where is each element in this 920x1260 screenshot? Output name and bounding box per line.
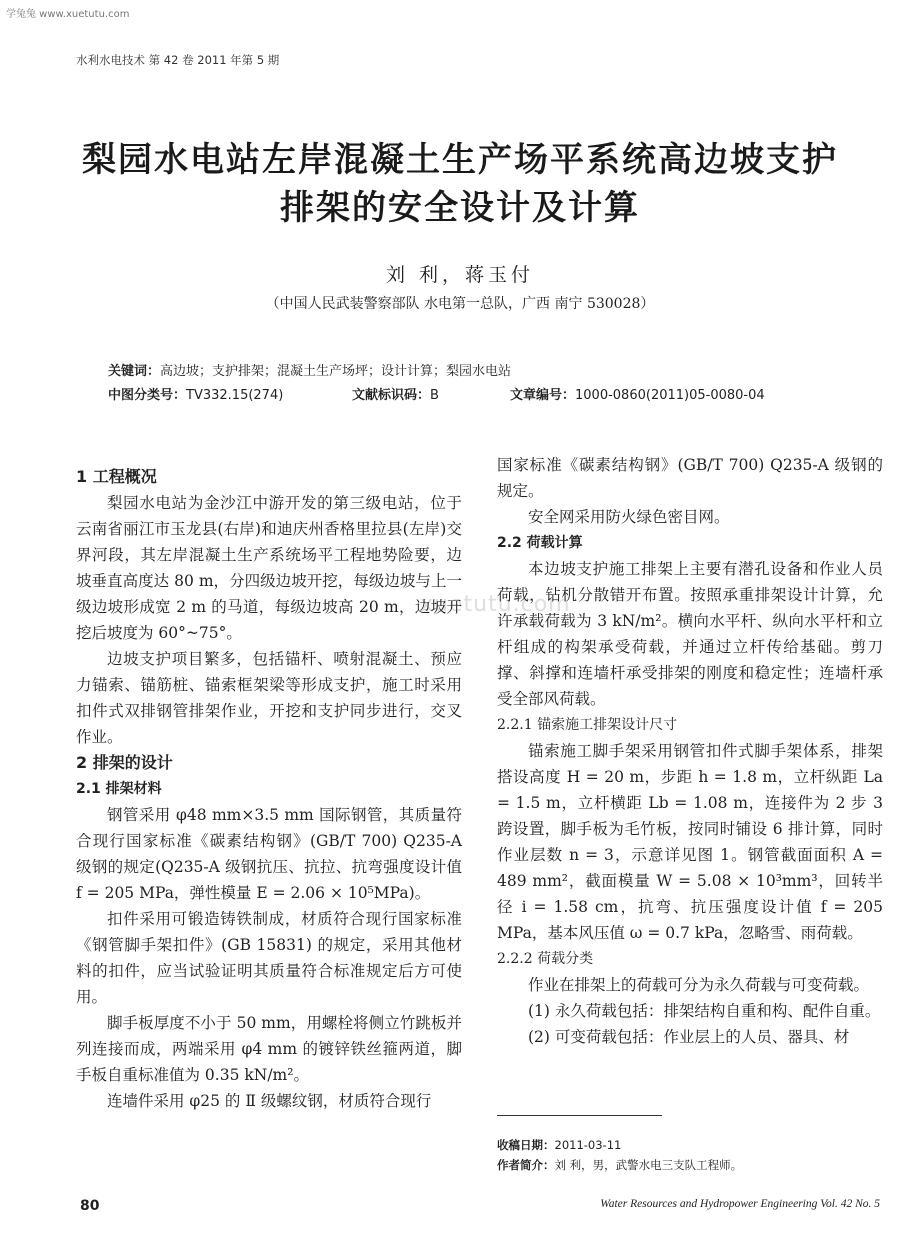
section-2-2-1-paragraph-1: 锚索施工脚手架采用钢管扣件式脚手架体系，排架搭设高度 H = 20 m，步距 h = 1.8 m，立杆纵距 La = 1.5 m，立杆横距 Lb = 1.08 m，连接件为 2 步 3 跨设置，脚手板为毛竹板，按同时铺设 6 排计算，同时作业层数 n = 3，示意详见图 1。钢管截面面积 A = 489 mm²，截面模量 W = 5.08 × 10³mm³，回转半径 i = 1.58 cm，抗弯、抗压强度设计值 f = 205 MPa，基本风压值 ω = 0.7 kPa，忽略雪、雨荷载。 [497,742,883,942]
section-2-1-paragraph-1: 钢管采用 φ48 mm×3.5 mm 国际钢管，其质量符合现行国家标准《碳素结构钢》(GB/T 700) Q235-A 级钢的规定(Q235-A 级钢抗压、抗拉、抗弯强度设计值 f = 205 MPa，弹性模量 E = 2.06 × 10⁵MPa)。 [76,806,462,902]
section-2-2-2-heading: 2.2.2 荷载分类 [497,951,594,967]
title-line-1: 梨园水电站左岸混凝土生产场平系统高边坡支护 [82,140,838,180]
title-line-2: 排架的安全设计及计算 [280,188,640,228]
section-1-paragraph-2: 边坡支护项目繁多，包括锚杆、喷射混凝土、预应力锚索、锚筋桩、锚索框架梁等形成支护，施工时采用扣件式双排钢管排架作业，开挖和支护同步进行，交叉作业。 [76,650,462,746]
section-2-heading: 2 排架的设计 [76,753,173,772]
doc-code-value: B [430,388,439,403]
section-2-1-heading: 2.1 排架材料 [76,781,162,797]
clc-row [108,384,283,403]
keywords-text: 高边坡；支护排架；混凝土生产场坪；设计计算；梨园水电站 [160,364,512,379]
section-2-2-2-paragraph-2: (1) 永久荷载包括：排架结构自重和构、配件自重。 [528,1002,881,1020]
section-2-1-paragraph-2: 扣件采用可锻造铸铁制成，材质符合现行国家标准《钢管脚手架扣件》(GB 15831) 的规定，采用其他材料的扣件，应当试验证明其质量符合标准规定后方可使用。 [76,910,462,1006]
article-no-label: 文章编号： [510,388,576,403]
received-label: 收稿日期： [497,1138,555,1152]
doc-code-row [352,384,439,403]
safety-net-paragraph: 安全网采用防火绿色密目网。 [528,508,730,526]
left-column [76,464,462,1114]
section-1-heading: 1 工程概况 [76,467,157,486]
received-date [497,1137,621,1153]
right-column [497,452,883,1050]
received-value: 2011-03-11 [554,1138,622,1152]
clc-value: TV332.15(274) [186,388,284,403]
clc-label: 中图分类号： [108,388,187,403]
continued-paragraph: 国家标准《碳素结构钢》(GB/T 700) Q235-A 级钢的规定。 [497,456,883,500]
journal-footer: Water Resources and Hydropower Engineering Vol. 42 No. 5 [600,1198,880,1210]
authors: 刘 利，蒋玉付 [385,264,535,286]
section-2-2-paragraph-1: 本边坡支护施工排架上主要有潜孔设备和作业人员荷载，钻机分散错开布置。按照承重排架设计计算，允许承载荷载为 3 kN/m²。横向水平杆、纵向水平杆和立杆组成的构架承受荷载，并通过立杆传给基础。剪刀撑、斜撑和连墙杆承受排架的刚度和稳定性；连墙杆承受全部风荷载。 [497,560,883,708]
section-2-1-paragraph-4: 连墙件采用 φ25 的 Ⅱ 级螺纹钢，材质符合现行 [107,1092,432,1110]
section-1-paragraph-1: 梨园水电站为金沙江中游开发的第三级电站，位于云南省丽江市玉龙县(右岸)和迪庆州香格里拉县(左岸)交界河段，其左岸混凝土生产系统场平工程地势险要，边坡垂直高度达 80 m，分四级边坡开挖，每级边坡与上一级边坡形成宽 2 m 的马道，每级边坡高 20 m，边坡开挖后坡度为 60°~75°。 [76,494,462,642]
article-no-value: 1000-0860(2011)05-0080-04 [575,388,765,403]
journal-header: 水利水电技术 第 42 卷 2011 年第 5 期 [76,53,280,67]
author-bio-text: 刘 利，男，武警水电三支队工程师。 [554,1158,743,1172]
watermark-top-left: 学兔兔 www.xuetutu.com [6,9,130,20]
doc-code-label: 文献标识码： [352,388,431,403]
keywords-label: 关键词： [108,364,161,379]
section-2-2-2-paragraph-1: 作业在排架上的荷载可分为永久荷载与可变荷载。 [528,976,870,994]
footnote-divider [497,1115,662,1116]
page-number: 80 [80,1198,100,1214]
article-no-row [510,384,765,403]
watermark-center: xuetutu.com [420,592,571,617]
keywords-row [108,360,511,379]
affiliation: （中国人民武装警察部队 水电第一总队，广西 南宁 530028） [265,296,655,312]
section-2-2-2-paragraph-3: (2) 可变荷载包括：作业层上的人员、器具、材 [528,1028,850,1046]
section-2-2-1-heading: 2.2.1 锚索施工排架设计尺寸 [497,717,678,733]
section-2-2-heading: 2.2 荷载计算 [497,535,583,551]
author-bio-label: 作者简介： [497,1158,555,1172]
author-bio [497,1157,742,1173]
section-2-1-paragraph-3: 脚手板厚度不小于 50 mm，用螺栓将侧立竹跳板并列连接而成，两端采用 φ4 mm 的镀锌铁丝箍两道，脚手板自重标准值为 0.35 kN/m²。 [76,1014,462,1084]
